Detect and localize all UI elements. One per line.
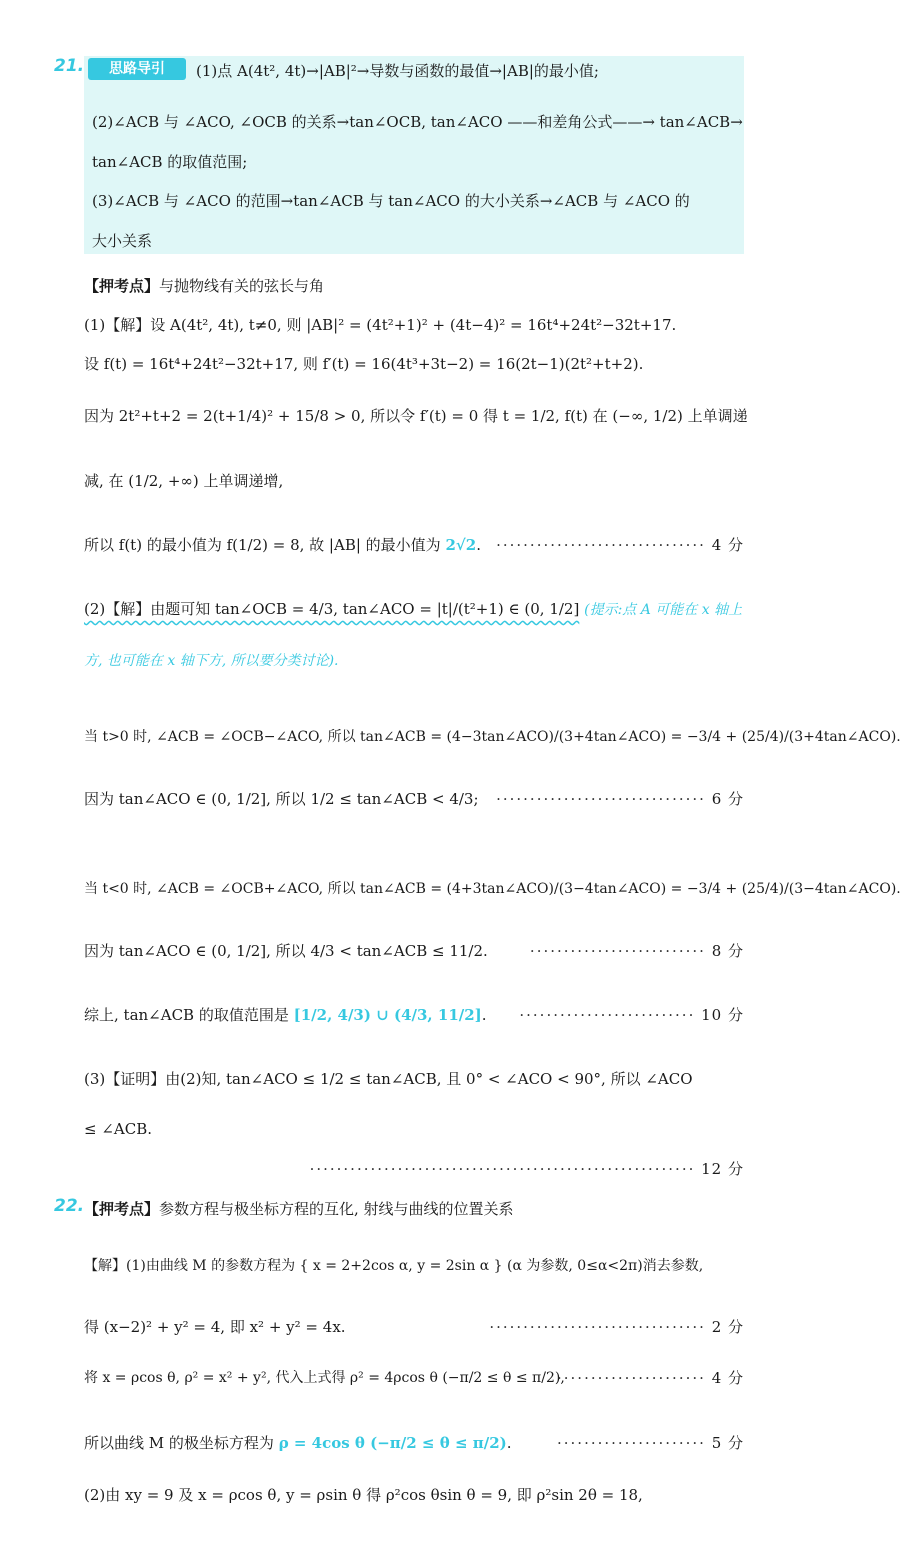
polar-text: 所以曲线 M 的极坐标方程为 bbox=[84, 1434, 274, 1452]
guide-line-2: (2)∠ACB 与 ∠ACO, ∠OCB 的关系→tan∠OCB, tan∠ACO ——和差角公式——→ tan∠ACB→ bbox=[92, 113, 743, 131]
range-t-positive: 因为 tan∠ACO ∈ (0, 1/2], 所以 1/2 ≤ tan∠ACB < 4/3; bbox=[84, 790, 479, 808]
keypoint-text: 与抛物线有关的弦长与角 bbox=[159, 277, 325, 295]
min-value-text: 所以 f(t) 的最小值为 f(1/2) = 8, 故 |AB| 的最小值为 bbox=[84, 536, 441, 554]
keypoint-22-tag: 【押考点】 bbox=[84, 1200, 160, 1218]
q22-line-4: 所以曲线 M 的极坐标方程为 ρ = 4cos θ (−π/2 ≤ θ ≤ π/2). bbox=[84, 1434, 512, 1452]
score-12: ························································· 12 分 bbox=[309, 1160, 744, 1178]
solution-line-3: 因为 2t²+t+2 = 2(t+1/4)² + 15/8 > 0, 所以令 f′(t) = 0 得 t = 1/2, f(t) 在 (−∞, 1/2) 上单调递 bbox=[84, 407, 748, 425]
score-10: ·························· 10 分 bbox=[519, 1006, 744, 1024]
hint-continuation: 方, 也可能在 x 轴下方, 所以要分类讨论). bbox=[84, 653, 339, 669]
q22-line-3: 将 x = ρcos θ, ρ² = x² + y², 代入上式得 ρ² = 4ρcos θ (−π/2 ≤ θ ≤ π/2), bbox=[84, 1370, 565, 1386]
q22-line-5: (2)由 xy = 9 及 x = ρcos θ, y = ρsin θ 得 ρ²cos θsin θ = 9, 即 ρ²sin 2θ = 18, bbox=[84, 1486, 643, 1504]
solution-line-4: 减, 在 (1/2, +∞) 上单调递增, bbox=[84, 472, 284, 490]
keypoint-22 bbox=[84, 1198, 514, 1219]
keypoint-22-text: 参数方程与极坐标方程的互化, 射线与曲线的位置关系 bbox=[159, 1200, 514, 1218]
proof-line-2: ≤ ∠ACB. bbox=[84, 1120, 153, 1138]
score-4-q22: ······················ 4 分 bbox=[557, 1369, 744, 1387]
solution-line-5: 所以 f(t) 的最小值为 f(1/2) = 8, 故 |AB| 的最小值为 2√2. bbox=[84, 536, 481, 554]
guide-line-5: 大小关系 bbox=[92, 232, 153, 250]
score-6: ······························· 6 分 bbox=[496, 790, 744, 808]
proof-line-1: (3)【证明】由(2)知, tan∠ACO ≤ 1/2 ≤ tan∠ACB, 且 0° < ∠ACO < 90°, 所以 ∠ACO bbox=[84, 1070, 693, 1088]
case-t-positive: 当 t>0 时, ∠ACB = ∠OCB−∠ACO, 所以 tan∠ACB = (4−3tan∠ACO)/(3+4tan∠ACO) = −3/4 + (25/4)/(3+4tan∠ACO). bbox=[84, 729, 901, 745]
min-value-answer: 2√2 bbox=[445, 536, 477, 554]
range-summary-answer: [1/2, 4/3) ∪ (4/3, 11/2] bbox=[293, 1006, 482, 1024]
score-5: ······················ 5 分 bbox=[557, 1434, 744, 1452]
guide-line-3: tan∠ACB 的取值范围; bbox=[92, 153, 248, 171]
solution-line-2: 设 f(t) = 16t⁴+24t²−32t+17, 则 f′(t) = 16(4t³+3t−2) = 16(2t−1)(2t²+t+2). bbox=[84, 355, 644, 373]
case-t-negative: 当 t<0 时, ∠ACB = ∠OCB+∠ACO, 所以 tan∠ACB = (4+3tan∠ACO)/(3−4tan∠ACO) = −3/4 + (25/4)/(3−4tan∠ACO). bbox=[84, 881, 901, 897]
solution-line-1: (1)【解】设 A(4t², 4t), t≠0, 则 |AB|² = (4t²+1)² + (4t−4)² = 16t⁴+24t²−32t+17. bbox=[84, 316, 677, 334]
range-summary-text: 综上, tan∠ACB 的取值范围是 bbox=[84, 1006, 289, 1024]
question-number-21: 21. bbox=[54, 56, 85, 76]
score-2: ································ 2 分 bbox=[489, 1318, 744, 1336]
keypoint-21 bbox=[84, 275, 324, 296]
guide-line-1: (1)点 A(4t², 4t)→|AB|²→导数与函数的最值→|AB|的最小值; bbox=[196, 62, 599, 80]
guide-line-4: (3)∠ACB 与 ∠ACO 的范围→tan∠ACB 与 tan∠ACO 的大小关系→∠ACB 与 ∠ACO 的 bbox=[92, 192, 690, 210]
tan-aco-range: (2)【解】由题可知 tan∠OCB = 4/3, tan∠ACO = |t|/(t²+1) ∈ (0, 1/2] bbox=[84, 600, 580, 618]
solution-line-6 bbox=[84, 598, 742, 619]
question-number-22: 22. bbox=[54, 1196, 85, 1216]
hint-text: (提示:点 A 可能在 x 轴上 bbox=[584, 602, 743, 618]
q22-line-2: 得 (x−2)² + y² = 4, 即 x² + y² = 4x. bbox=[84, 1318, 346, 1336]
score-8: ·························· 8 分 bbox=[529, 942, 744, 960]
keypoint-tag: 【押考点】 bbox=[84, 277, 160, 295]
range-summary: 综上, tan∠ACB 的取值范围是 [1/2, 4/3) ∪ (4/3, 11/2]. bbox=[84, 1006, 487, 1024]
q22-line-1: 【解】(1)由曲线 M 的参数方程为 { x = 2+2cos α, y = 2sin α } (α 为参数, 0≤α<2π)消去参数, bbox=[84, 1258, 704, 1274]
guide-badge: 思路导引 bbox=[88, 58, 186, 80]
polar-answer: ρ = 4cos θ (−π/2 ≤ θ ≤ π/2) bbox=[278, 1434, 507, 1452]
range-t-negative: 因为 tan∠ACO ∈ (0, 1/2], 所以 4/3 < tan∠ACB ≤ 11/2. bbox=[84, 942, 488, 960]
score-4: ······························· 4 分 bbox=[496, 536, 744, 554]
